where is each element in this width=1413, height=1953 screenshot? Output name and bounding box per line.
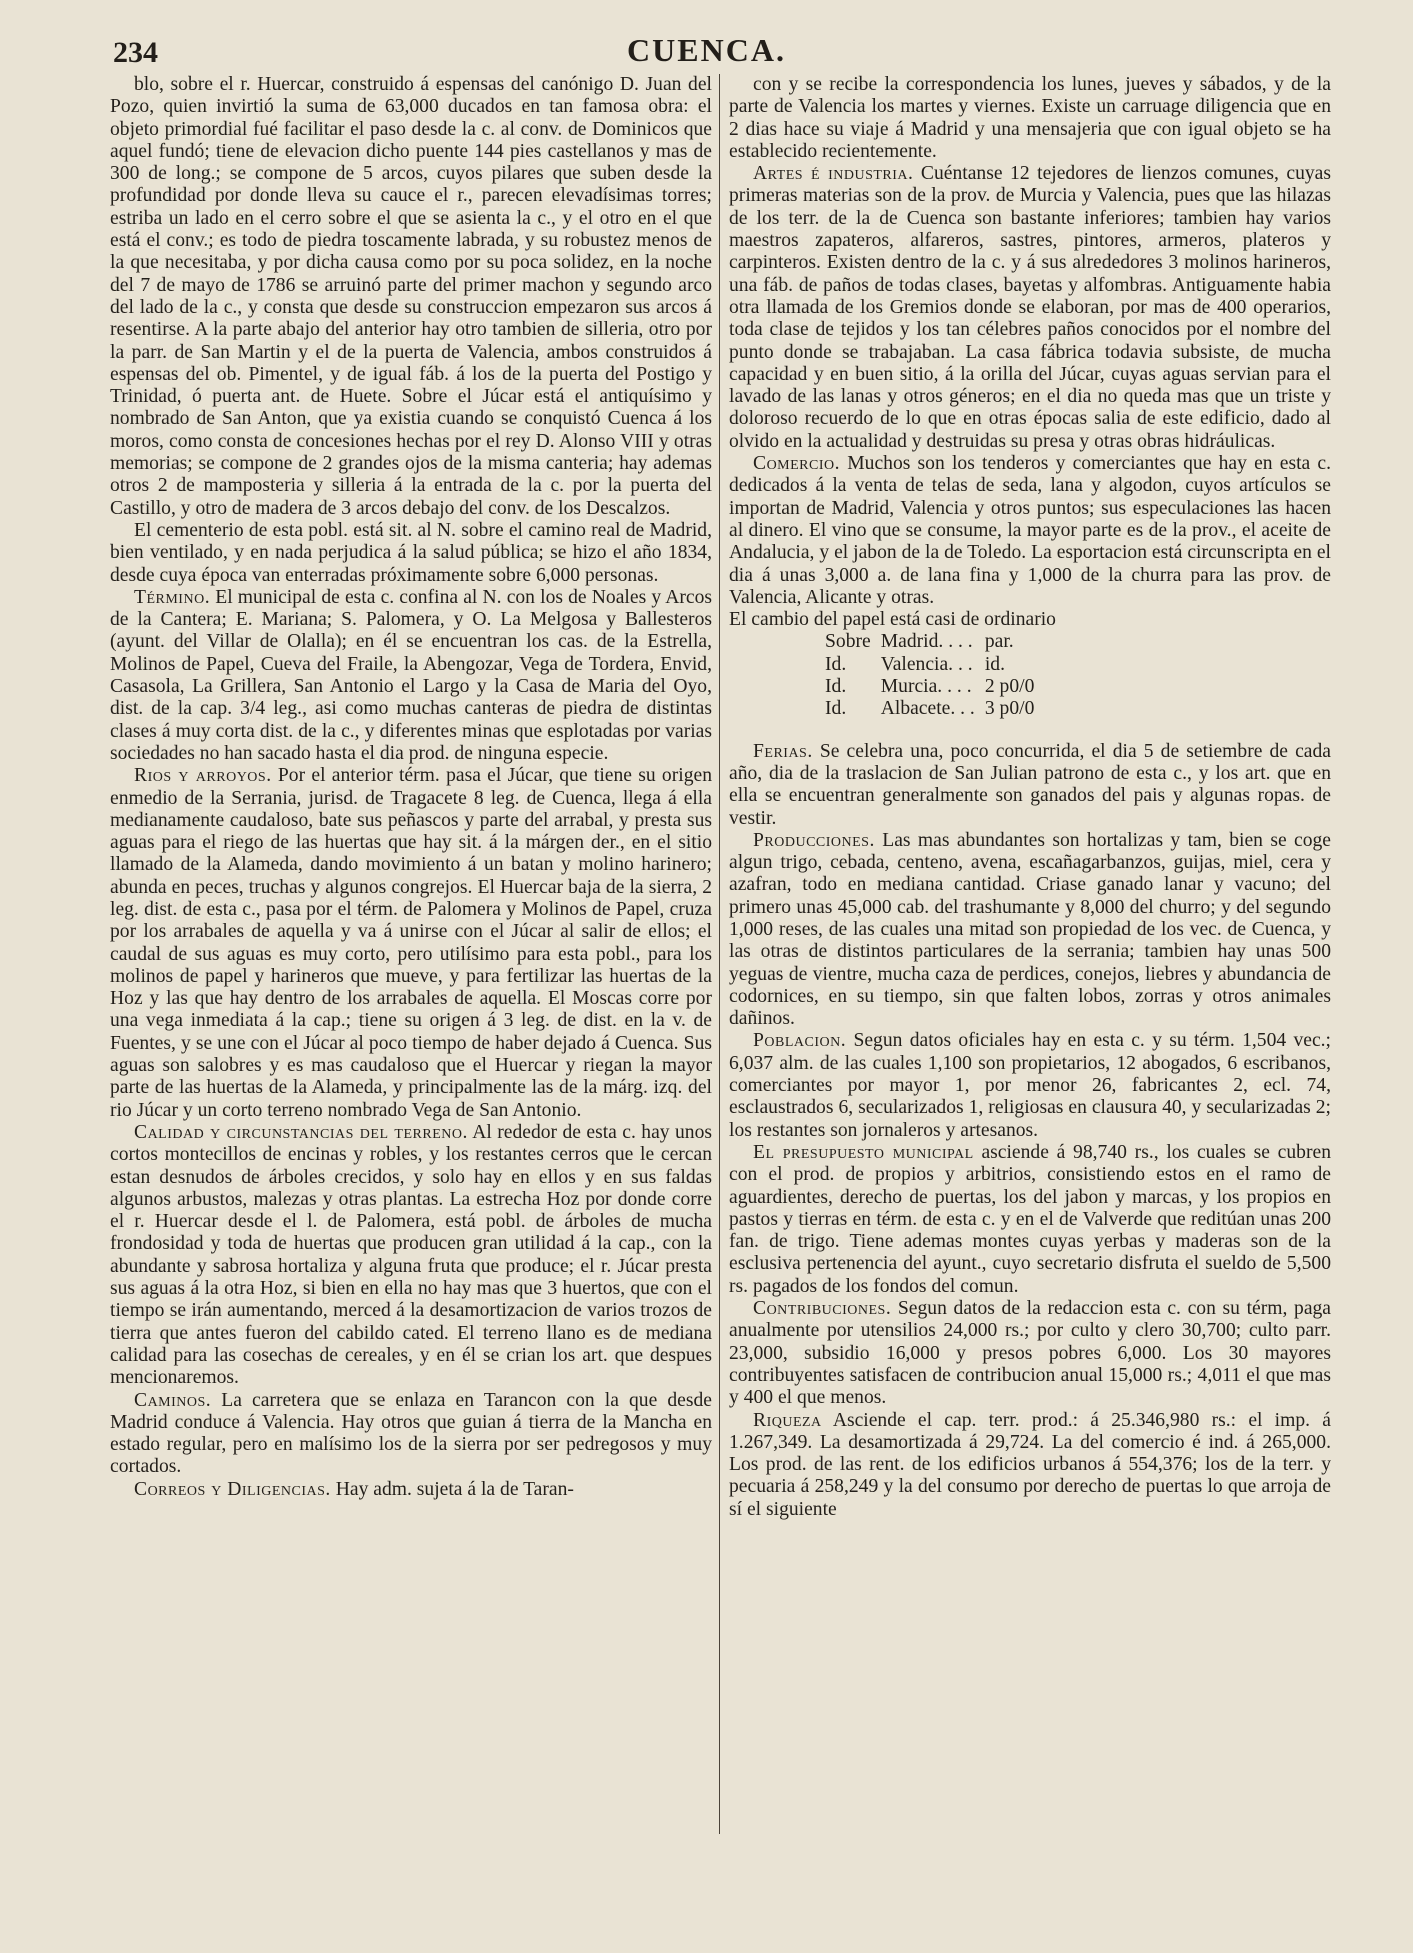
section-heading: Producciones.	[753, 829, 875, 851]
exchange-place: Madrid. . . .	[880, 631, 973, 653]
exchange-prep: Id.	[825, 698, 847, 720]
section-heading: Contribuciones.	[753, 1298, 892, 1320]
paragraph	[110, 1479, 712, 1501]
right-column	[729, 74, 1331, 1521]
exchange-row	[825, 698, 1044, 720]
paragraph	[729, 163, 1331, 453]
section-heading: Artes é industria.	[753, 163, 914, 185]
section-heading: El presupuesto municipal	[753, 1141, 974, 1163]
right-column-top	[729, 74, 1331, 609]
exchange-table	[825, 631, 1044, 720]
section-heading: Poblacion.	[753, 1030, 847, 1052]
paragraph-text: Asciende el cap. terr. prod.: á 25.346,980 rs.: el imp. á 1.267,349. La desamortizada á 29,724. La del comercio é ind. á 265,000. Los prod. de las rent. de los edificios urbanos á 554,376; los de la terr. y pecuaria á 258,249 y la del consumo por derecho de puertas lo que arroja de sí el siguiente	[729, 1409, 1331, 1520]
exchange-prep: Id.	[825, 676, 847, 698]
paragraph-text: Segun datos de la redaccion esta c. con su térm, paga anualmente por utensilios 24,000 rs.; por culto y clero 30,700; culto parr. 23,000, subsidio 16,000 y presos pobres 6,000. Los 30 mayores contribuyentes satisfacen de contribucion anual 15,000 rs.; 4,011 el que mas y 400 el que menos.	[729, 1298, 1332, 1409]
exchange-intro: El cambio del papel está casi de ordinario	[729, 609, 1056, 631]
paragraph	[110, 1390, 712, 1479]
page-title: CUENCA.	[627, 32, 786, 68]
paragraph	[729, 1298, 1331, 1409]
paragraph-text: Las mas abundantes son hortalizas y tam, bien se coge algun trigo, cebada, centeno, avena, escañagarbanzos, guijas, miel, cera y azafran, todo en mediana cantidad. Criase ganado lanar y vacuno; del primero unas 45,000 cab. del trashumante y 8,000 del churro; y del segundo 1,000 reses, de las cuales una mitad son propiedad de los vec. de Cuenca, y las otras de distintos particulares de la serrania; tambien hay unas 500 yeguas de vientre, mucha caza de perdices, conejos, liebres y abundancia de codornices, en su tiempo, sin que falten lobos, zorras y otros animales dañinos.	[729, 829, 1331, 1030]
paragraph	[729, 1030, 1331, 1141]
paragraph	[729, 74, 1331, 163]
exchange-row	[825, 654, 1044, 676]
paragraph-text: Muchos son los tenderos y comerciantes que hay en esta c. dedicados á la venta de telas de seda, lana y algodon, cuyos artículos se importan de Madrid, Valencia y otros puntos; sus especulaciones las hacen al dinero. El vino que se consume, la mayor parte es de la prov., el aceite de Andalucia, y el jabon de la de Toledo. La esportacion está circunscripta en el dia á unas 3,000 a. de lana fina y 1,000 de la churra para las prov. de Valencia, Alicante y otras.	[729, 453, 1331, 608]
section-heading: Ferias.	[753, 740, 813, 762]
exchange-prep: Id.	[825, 653, 847, 675]
section-heading: Término.	[134, 586, 211, 608]
paragraph	[729, 1142, 1331, 1298]
section-heading: Riqueza	[753, 1409, 822, 1431]
paragraph-text: Por el anterior térm. pasa el Júcar, que tiene su origen enmedio de la Serrania, jurisd. de Tragacete 8 leg. de Cuenca, llega á ella medianamente caudaloso, bate sus peñascos y parte del arrabal, y presta sus aguas para el riego de las huertas que hay sit. á la márgen der., en el sitio llamado de la Alameda, dando movimiento á un batan y molino harinero; abunda en peces, truchas y algunos congrejos. El Huercar baja de la sierra, 2 leg. dist. de esta c., pasa por el térm. de Palomera y Molinos de Papel, cruza por los arrabales de aquella y va á unirse con el Júcar al salir de ellos; el caudal de sus aguas es muy corto, pero utilísimo para esta pobl., para los molinos de papel y harineros que mueve, y para fertilizar las huertas de la Hoz y las que hay dentro de los arrabales de aquella. El Moscas corre por una vega inmediata á la cap.; tiene su origen á 3 leg. de dist. en la v. de Fuentes, y se une con el Júcar al poco tiempo de haber dejado á Cuenca. Sus aguas son salobres y es mas caudaloso que el Huercar y riegan la mayor parte de las huertas de la Alameda, y principalmente las de la márg. izq. del rio Júcar y un corto terreno nombrado Vega de San Antonio.	[110, 765, 712, 1121]
paragraph-text: El municipal de esta c. confina al N. con los de Noales y Arcos de la Cantera; E. Mariana; S. Palomera, y O. La Melgosa y Ballesteros (ayunt. del Villar de Olalla); en él se encuentran los cas. de la Estrella, Molinos de Papel, Cueva del Fraile, la Abengozar, Vega de Tordera, Envid, Casasola, La Grillera, San Antonio el Largo y la Casa de Maria del Oyo, dist. de la cap. 3/4 leg., asi como muchas canteras de piedra de distintas clases á muy corta dist. de la c., y diferentes minas que esplotadas por varias sociedades no han sacado hasta el dia prod. de ninguna especie.	[110, 586, 712, 764]
section-heading: Correos y Diligencias.	[134, 1478, 331, 1500]
exchange-rate: id.	[984, 653, 1005, 675]
section-heading: Rios y arroyos.	[134, 765, 272, 787]
section-heading: Comercio.	[753, 453, 841, 475]
paragraph	[729, 1410, 1331, 1521]
paragraph	[110, 765, 712, 1122]
paragraph-text: El cementerio de esta pobl. está sit. al N. sobre el camino real de Madrid, bien ventilado, y en nada perjudica á la salud pública; se hizo el año 1834, desde cuya época van enterradas próximamente sobre 6,000 personas.	[110, 519, 712, 586]
section-heading: Caminos.	[134, 1389, 212, 1411]
exchange-rate: 2 p0/0	[984, 676, 1035, 698]
exchange-rate: par.	[984, 631, 1014, 653]
paragraph-text: con y se recibe la correspondencia los lunes, jueves y sábados, y de la parte de Valencia los martes y viernes. Existe un carruage diligencia que en 2 dias hace su viaje á Madrid y una mensajeria que con igual objeto se ha establecido recientemente.	[729, 74, 1331, 162]
exchange-prep: Sobre	[825, 631, 871, 653]
section-heading: Calidad y circunstancias del terreno.	[134, 1121, 468, 1143]
paragraph	[729, 453, 1331, 609]
exchange-place: Murcia. . . .	[880, 676, 972, 698]
paragraph	[729, 741, 1331, 830]
paragraph	[110, 587, 712, 765]
paragraph-text: Hay adm. sujeta á la de Taran-	[335, 1478, 574, 1500]
paragraph	[729, 830, 1331, 1031]
column-divider	[719, 74, 720, 1834]
paragraph-text: Se celebra una, poco concurrida, el dia 5 de setiembre de cada año, dia de la traslacion de San Julian patrono de esta c., y los art. que en ella se encuentran generalmente son ganados del pais y algunas ropas. de vestir.	[729, 740, 1331, 829]
exchange-row	[825, 631, 1044, 653]
paragraph-text: asciende á 98,740 rs., los cuales se cubren con el prod. de propios y arbitrios, consistiendo estos en el ramo de aguardientes, derecho de puertas, los del jabon y marcas, y los propios en pastos y tierras en térm. de esta c. y en el de Valverde que reditúan unas 200 fan. de trigo. Tiene ademas montes cuyas yerbas y maderas son de la esclusiva pertenencia del ayunt., cuyo secretario disfruta el sueldo de 5,500 rs. pagados de los fondos del comun.	[729, 1141, 1331, 1297]
paragraph	[110, 74, 712, 520]
left-column	[110, 74, 712, 1501]
paragraph-text: blo, sobre el r. Huercar, construido á espensas del canónigo D. Juan del Pozo, quien invirtió la suma de 63,000 ducados en tan famosa obra: el objeto primordial fué facilitar el paso desde la c. al conv. de Dominicos que aquel fundó; tiene de elevacion dicho puente 144 pies castellanos y mas de 300 de long.; se compone de 5 arcos, cuyos pilares que suben desde la profundidad por donde lleva su cauce el r., parecen elevadísimas torres; estriba un lado en el cerro sobre el que se asienta la c., y el otro en el que está el conv.; es todo de piedra toscamente labrada, y su robustez menos de la que necesitaba, y por dicha causa como por su poca solidez, en la noche del 7 de mayo de 1786 se arruinó parte del primer machon y segundo arco del lado de la c., y consta que desde su construccion empezaron sus arcos á resentirse. A la parte abajo del anterior hay otro tambien de silleria, otro por la parr. de San Martin y el de la puerta de Valencia, ambos construidos á espensas del ob. Pimentel, y de igual fáb. á los de la puerta del Postigo y Trinidad, ó puerta ant. de Huete. Sobre el Júcar está el antiquísimo y nombrado de San Anton, que ya existia cuando se conquistó Cuenca á los moros, como consta de concesiones hechas por el rey D. Alonso VIII y otras memorias; se compone de 2 grandes ojos de la misma canteria; hay ademas otros 2 de mamposteria y silleria á la entrada de la c. por la puerta del Castillo, y otro de madera de 3 arcos debajo del conv. de los Descalzos.	[110, 74, 712, 519]
paragraph	[110, 1122, 712, 1390]
exchange-place: Valencia. . .	[880, 653, 973, 675]
right-column-bottom	[729, 741, 1331, 1521]
paragraph-text: Cuéntanse 12 tejedores de lienzos comunes, cuyas primeras materias son de la prov. de Murcia y Valencia, pues que las hilazas de los terr. de la de Cuenca son bastante inferiores; tambien hay varios maestros zapateros, alfareros, sastres, pintores, armeros, plateros y carpinteros. Existen dentro de la c. y á sus alrededores 3 molinos harineros, una fáb. de paños de todas clases, bayetas y alfombras. Antiguamente habia otra llamada de los Gremios donde se elaboran, por mas de 400 operarios, toda clase de tejidos y los tan célebres paños conocidos por el nombre del punto donde se trabajaban. La casa fábrica todavia subsiste, de mucha capacidad y en buen sitio, á la orilla del Júcar, cuyas aguas servian para el lavado de las lanas y otros géneros; en el dia no queda mas que un triste y doloroso recuerdo de lo que en otras épocas salia de este edificio, dado al olvido en la actualidad y destruidas su presa y otras obras hidráulicas.	[729, 163, 1331, 452]
exchange-place: Albacete. . .	[880, 698, 975, 720]
paragraph-text: La carretera que se enlaza en Tarancon con la que desde Madrid conduce á Valencia. Hay otros que guian á tierra de la Mancha en estado regular, pero en malísimo los de la sierra por ser pedregosos y muy cortados.	[110, 1389, 712, 1478]
paragraph	[110, 520, 712, 587]
exchange-row	[825, 676, 1044, 698]
page-number: 234	[113, 36, 158, 69]
paragraph-text: Al rededor de esta c. hay unos cortos montecillos de encinas y robles, y los restantes cerros que le cercan estan desnudos de árboles crecidos, y solo hay en ellos y en sus faldas algunos arbustos, malezas y otras plantas. La estrecha Hoz por donde corre el r. Huercar desde el l. de Palomera, está pobl. de árboles de mucha frondosidad y toda de huertas que producen gran utilidad á la cap., con la abundante y sabrosa hortaliza y alguna fruta que produce; el r. Júcar presta sus aguas á la otra Hoz, si bien en ella no hay mas que 3 huertos, que con el tiempo se irán aumentando, merced á la desamortizacion de varios trozos de tierra que antes fueron del cabildo cated. El terreno llano es de mediana calidad para las cosechas de cereales, y en él se crian los art. que despues mencionaremos.	[110, 1121, 712, 1389]
paragraph-text: Segun datos oficiales hay en esta c. y su térm. 1,504 vec.; 6,037 alm. de las cuales 1,100 son propietarios, 12 abogados, 6 escribanos, comerciantes por mayor 1, por menor 26, fabricantes 2, ecl. 74, esclaustrados 6, secularizados 1, religiosas en clausura 40, y secularizadas 2; los restantes son jornaleros y artesanos.	[729, 1030, 1331, 1141]
exchange-rate: 3 p0/0	[984, 698, 1035, 720]
